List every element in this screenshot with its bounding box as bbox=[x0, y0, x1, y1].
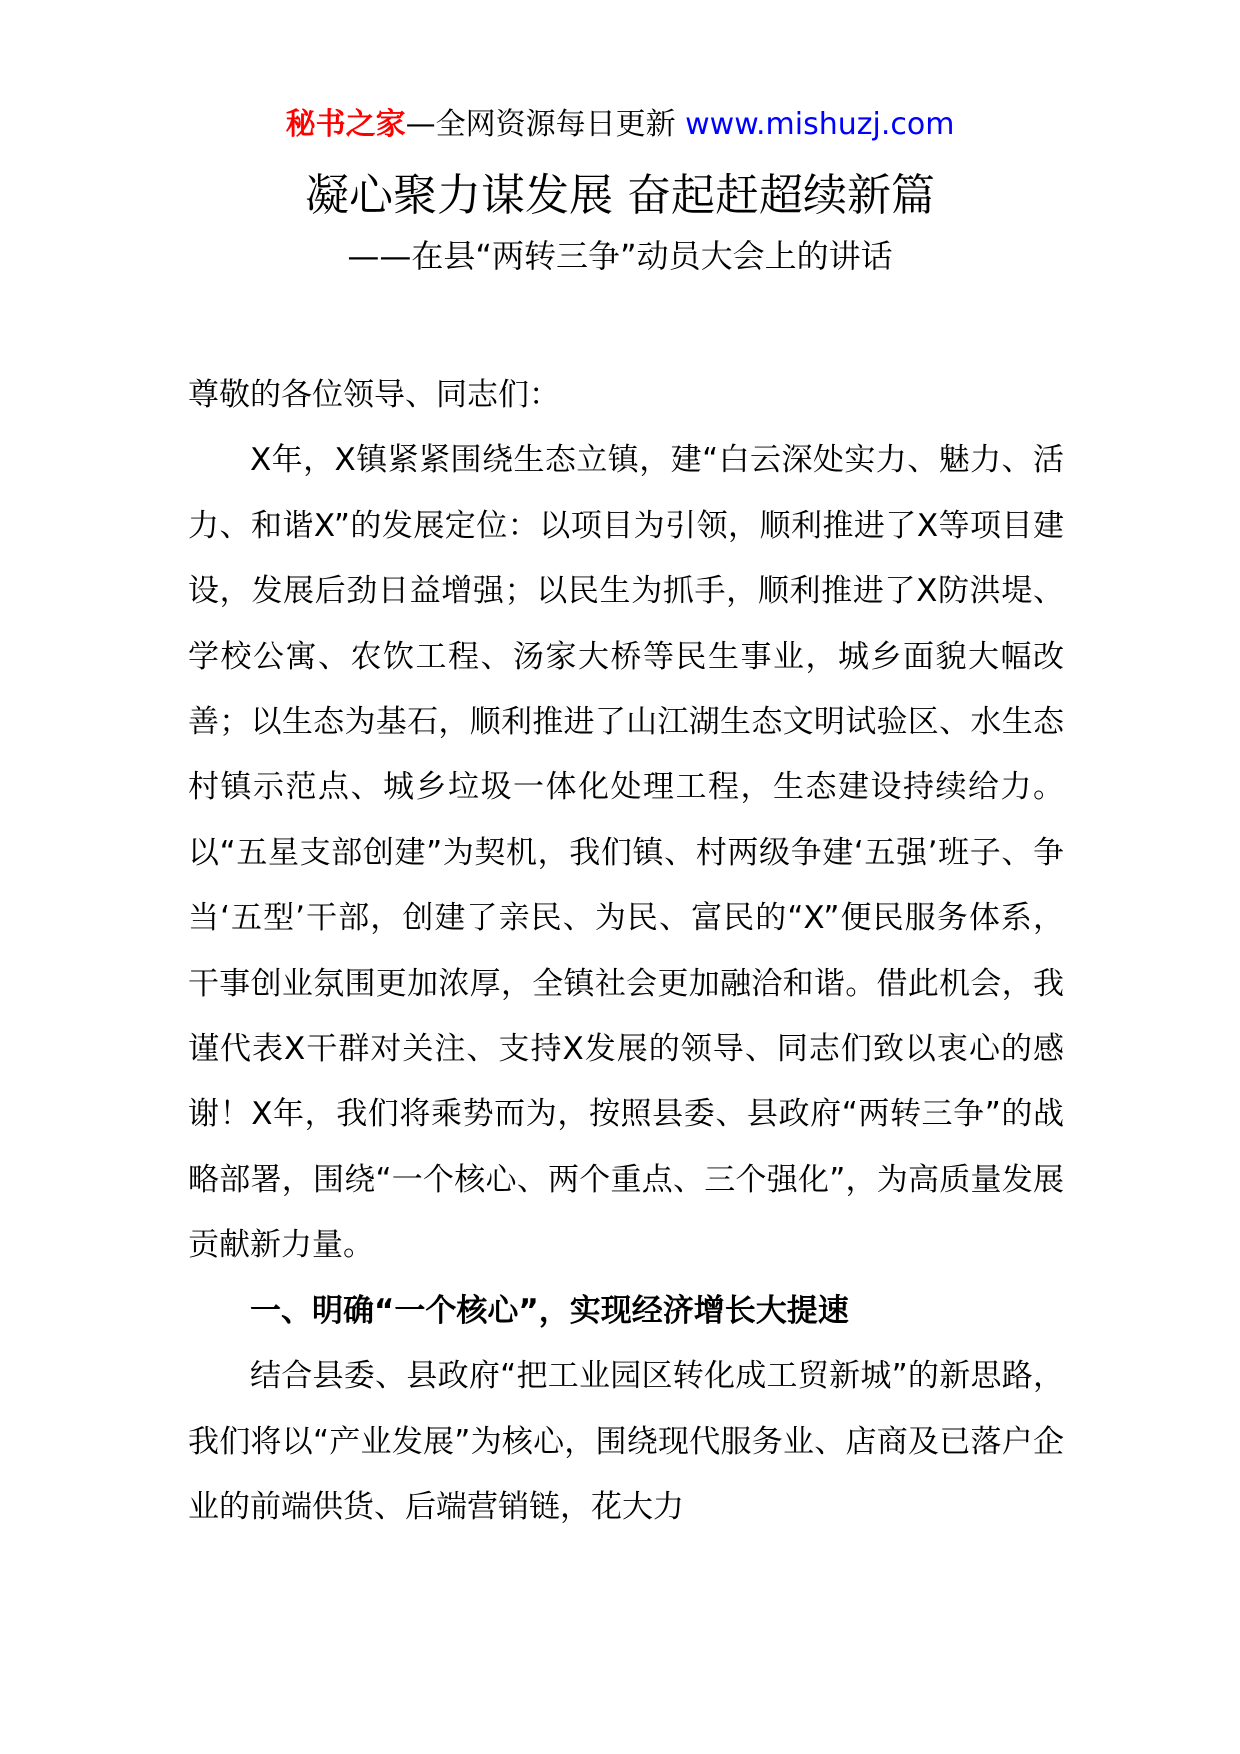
site-brand: 秘书之家 bbox=[285, 107, 406, 142]
document-subtitle: ——在县“两转三争”动员大会上的讲话 bbox=[347, 237, 893, 275]
salutation: 尊敬的各位领导、同志们： bbox=[188, 377, 560, 413]
paragraph: 结合县委、县政府“把工业园区转化成工贸新城”的新思路，我们将以“产业发展”为核心，围绕现代服务业、店商及已落户企业的前端供货、后端营销链，花大力 bbox=[188, 1358, 1064, 1525]
section-heading: 一、明确“一个核心”，实现经济增长大提速 bbox=[250, 1292, 849, 1329]
site-banner bbox=[0, 103, 1240, 147]
site-tagline: —全网资源每日更新 bbox=[405, 107, 676, 142]
document-body bbox=[188, 363, 1064, 1540]
paragraph: X年，X镇紧紧围绕生态立镇，建“白云深处实力、魅力、活力、和谐X”的发展定位：以项目为引领，顺利推进了X等项目建设，发展后劲日益增强；以民生为抓手，顺利推进了X防洪堤、学校公寓、农饮工程、汤家大桥等民生事业，城乡面貌大幅改善；以生态为基石，顺利推进了山江湖生态文明试验区、水生态村镇示范点、城乡垃圾一体化处理工程，生态建设持续给力。以“五星支部创建”为契机，我们镇、村两级争建‘五强’班子、争当‘五型’干部，创建了亲民、为民、富民的“X”便民服务体系，干事创业氛围更加浓厚，全镇社会更加融洽和谐。借此机会，我谨代表X干群对关注、支持X发展的领导、同志们致以衷心的感谢！X年，我们将乘势而为，按照县委、县政府“两转三争”的战略部署，围绕“一个核心、两个重点、三个强化”，为高质量发展贡献新力量。 bbox=[188, 442, 1064, 1264]
document-title: 凝心聚力谋发展 奋起赶超续新篇 bbox=[305, 170, 935, 221]
site-url[interactable]: www.mishuzj.com bbox=[685, 107, 955, 142]
